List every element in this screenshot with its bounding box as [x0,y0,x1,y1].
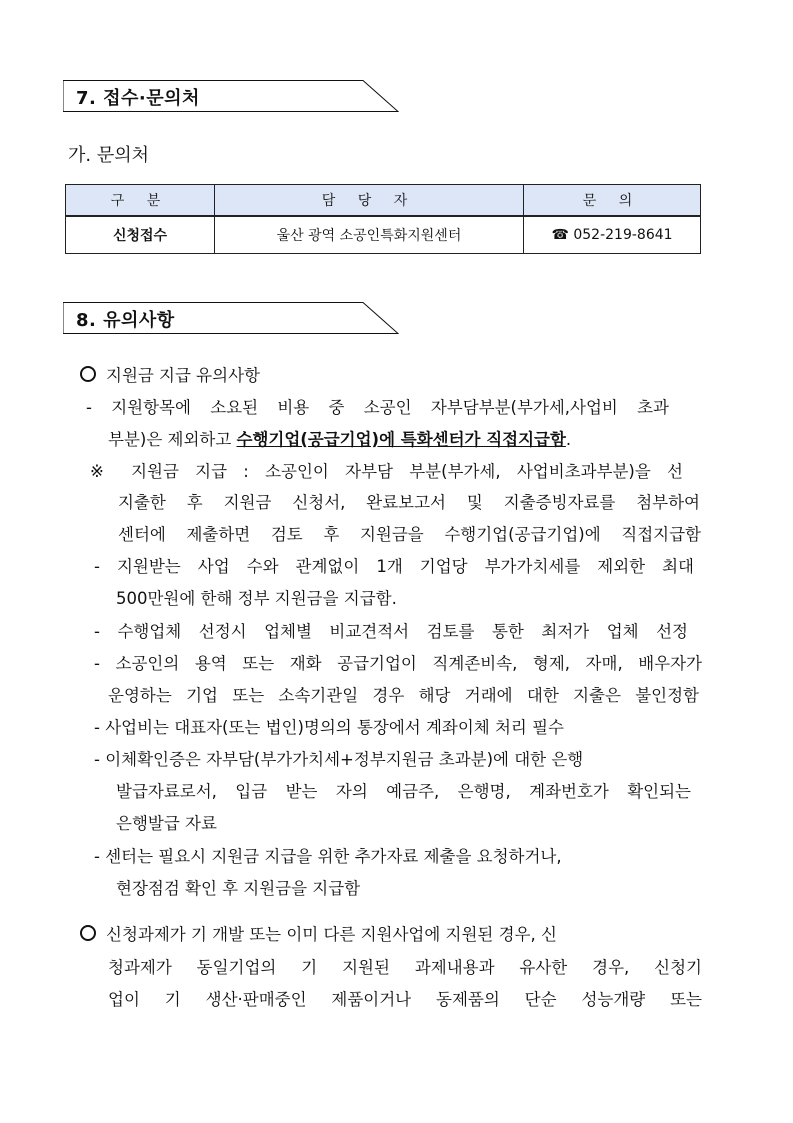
table-row [66,216,701,254]
note-line: ※ 지원금 지급 : 소공인이 자부담 부분(부가세, 사업비초과부분)을 선 [90,462,683,481]
note-line: 현장점검 확인 후 지원금을 지급함 [116,879,361,898]
note-line: - 수행업체 선정시 업체별 비교견적서 검토를 통한 최저가 업체 선정 [94,622,688,641]
note-line: - 지원항목에 소요된 비용 중 소공인 자부담부분(부가세,사업비 초과 [86,398,669,417]
note-line: - 소공인의 용역 또는 재화 공급기업이 직계존비속, 형제, 자매, 배우자가 [94,654,702,673]
note-line: 500만원에 한해 정부 지원금을 지급함. [116,589,397,608]
section-8-header [63,302,399,334]
note-line: 은행발급 자료 [116,814,217,833]
note-line: - 사업비는 대표자(또는 법인)명의의 통장에서 계좌이체 처리 필수 [94,718,564,737]
section-8-title: 8. 유의사항 [76,310,175,331]
note-text: 부분)은 제외하고 [108,430,237,449]
phone-icon: ☎ [551,227,569,243]
highlighted-note: 수행기업(공급기업)에 특화센터가 직접지급함 [236,430,566,449]
note-text: 신청과제가 기 개발 또는 이미 다른 지원사업에 지원된 경우, 신 [106,925,557,944]
table-header-row [66,185,701,217]
section-7-title: 7. 접수·문의처 [76,88,200,109]
bullet-heading-text: 지원금 지급 유의사항 [106,366,260,385]
phone-number: 052-219-8641 [573,227,673,243]
table-header-inquiry: 문 의 [524,185,701,217]
table-header-category: 구 분 [66,185,215,217]
circle-bullet-icon [80,366,96,382]
note-line: - 센터는 필요시 지원금 지급을 위한 추가자료 제출을 요청하거나, [94,847,562,866]
section-7-header [63,80,399,112]
note-line: 운영하는 기업 또는 소속기관일 경우 해당 거래에 대한 지출은 불인정함 [108,686,699,705]
table-header-contact: 담 당 자 [215,185,524,217]
table-cell-category: 신청접수 [66,216,215,254]
note-line: 청과제가 동일기업의 기 지원된 과제내용과 유사한 경우, 신청기 [108,958,702,977]
note-line: - 지원받는 사업 수와 관계없이 1개 기업당 부가가치세를 제외한 최대 [94,557,694,576]
note-line: 지출한 후 지원금 신청서, 완료보고서 및 지출증빙자료를 첨부하여 [118,493,700,512]
note-line: 발급자료로서, 입금 받는 자의 예금주, 은행명, 계좌번호가 확인되는 [116,782,691,801]
bullet-heading-1 [80,364,260,388]
note-line: 센터에 제출하면 검토 후 지원금을 수행기업(공급기업)에 직접지급함 [118,525,701,544]
note-text: . [565,430,572,449]
note-line [108,428,571,452]
subsection-title: 가. 문의처 [68,145,149,166]
circle-bullet-icon [80,925,96,941]
table-cell-phone [524,216,701,254]
note-line: 업이 기 생산·판매중인 제품이거나 동제품의 단순 성능개량 또는 [108,990,702,1009]
table-cell-contact: 울산 광역 소공인특화지원센터 [215,216,524,254]
bullet-paragraph-2 [80,923,702,947]
contact-table [65,184,701,254]
note-line: - 이체확인증은 자부담(부가가치세+정부지원금 초과분)에 대한 은행 [94,750,584,769]
